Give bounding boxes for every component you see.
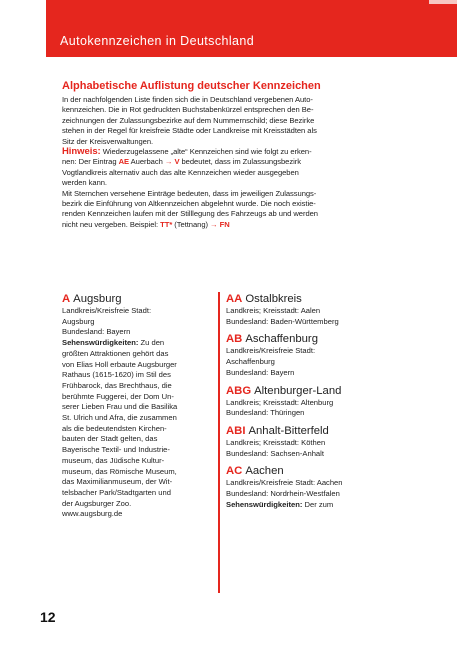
entry-line: Aschaffenburg: [226, 357, 275, 367]
sights-line: von Elias Holl erbaute Augsburger: [62, 359, 177, 369]
sights-line: der Augsburger Zoo.: [62, 498, 132, 508]
asterisk-line: renden Kennzeichen laufen mit der Stilllegung des Fahrzeugs ab und werden: [62, 209, 318, 219]
hint-text: Wiederzugelassene „alte“ Kennzeichen sind wie folgt zu erken-: [100, 147, 312, 157]
hint-text: bedeutet, dass im Zulassungsbezirk: [179, 157, 301, 167]
sights-line: größten Attraktionen gehört das: [62, 348, 169, 358]
sights-line: [226, 500, 408, 511]
entry-line: Landkreis; Kreisstadt: Altenburg: [226, 397, 334, 407]
sights-line: St. Ulrich und Afra, die zusammen: [62, 413, 177, 423]
asterisk-line: Mit Sternchen versehene Einträge bedeuten, dass im jeweiligen Zulassungs-: [62, 188, 317, 198]
entry-line: Bundesland: Bayern: [226, 367, 295, 377]
plate-code: AC: [226, 465, 243, 478]
hint-text: werden kann.: [62, 178, 107, 188]
entry-heading: [62, 292, 208, 306]
sights-line: als die bedeutendsten Kirchen-: [62, 423, 167, 433]
entry-line: Bundesland: Bayern: [62, 327, 131, 337]
column-divider: [218, 292, 220, 593]
hint-text: Auerbach: [129, 157, 165, 167]
sights-line: museum, das Römische Museum,: [62, 466, 177, 476]
asterisk-line: nicht neu vergeben. Beispiel:: [62, 219, 161, 229]
intro-paragraph: [62, 95, 394, 147]
intro-line: zeichnungen der Zulassungsbezirke auf dem Nummernschild; diese Bezirke: [62, 115, 315, 125]
entry-line: Augsburg: [62, 316, 95, 326]
intro-line: kennzeichen. Die in Rot gedruckten Buchstabenkürzel entsprechen den Be-: [62, 105, 314, 115]
hint-label: Hinweis:: [62, 146, 101, 158]
plate-code: AA: [226, 293, 243, 305]
entry-line: Bundesland: Nordrhein-Westfalen: [226, 489, 340, 499]
sights-line: Rathaus (1615-1620) im Stil des: [62, 370, 171, 380]
intro-line: Sitz der Kreisverwaltungen.: [62, 136, 154, 146]
plate-code: AB: [226, 333, 243, 346]
district-name: Aachen: [245, 465, 284, 478]
entry-heading: [226, 464, 408, 478]
sights-line: berühmte Fuggerei, der Dom Un-: [62, 391, 174, 401]
plate-code: ABG: [226, 384, 252, 397]
hint-paragraph: [62, 147, 394, 189]
entry-heading: [226, 332, 408, 346]
entry-heading: [226, 384, 408, 398]
example-code-v: V: [174, 157, 180, 167]
district-name: Augsburg: [73, 293, 122, 305]
entry-line: Landkreis/Kreisfreie Stadt:: [226, 346, 316, 356]
sights-text: Der zum: [302, 499, 334, 509]
district-name: Altenburger-Land: [254, 384, 342, 397]
arrow-icon: →: [164, 157, 173, 167]
sights-line: das Maximilianmuseum, der Wit-: [62, 477, 173, 487]
entry-line: Landkreis; Kreisstadt: Aalen: [226, 306, 321, 315]
sights-line: museum, das Jüdische Kultur-: [62, 455, 165, 465]
sights-label: Sehenswürdigkeiten:: [62, 338, 139, 348]
example-code-fn: FN: [219, 219, 230, 229]
district-name: Ostalbkreis: [245, 293, 302, 305]
sights-label: Sehenswürdigkeiten:: [226, 499, 303, 509]
arrow-icon: →: [210, 219, 218, 229]
intro-line: In der nachfolgenden Liste finden sich die in Deutschland vergebenen Auto-: [62, 95, 313, 104]
entry-ac: [226, 464, 408, 510]
entry-heading: [226, 424, 408, 438]
district-name: Aschaffenburg: [245, 333, 318, 346]
sights-line: bauten der Stadt gelten, das: [62, 434, 158, 444]
plate-code: ABI: [226, 424, 246, 437]
left-column: [62, 292, 208, 525]
entry-line: Bundesland: Sachsen-Anhalt: [226, 448, 324, 458]
sights-text: Zu den: [138, 338, 165, 348]
example-code-ae: AE: [118, 157, 130, 167]
hint-text: nen: Der Eintrag: [62, 157, 119, 167]
asterisk-line: bezirk die Einführung von Altkennzeichen abgelehnt wurde. Die noch existie-: [62, 199, 316, 209]
asterisk-line: (Tettnang): [172, 219, 211, 229]
website-link: www.augsburg.de: [62, 509, 123, 519]
entry-ab: [226, 332, 408, 378]
entry-line: Bundesland: Baden-Württemberg: [226, 316, 339, 326]
entry-heading: [226, 292, 408, 306]
asterisk-paragraph: [62, 189, 394, 231]
entry-line: Landkreis/Kreisfreie Stadt: Aachen: [226, 478, 343, 488]
entry-abi: [226, 424, 408, 459]
entry-line: Landkreis; Kreisstadt: Köthen: [226, 437, 326, 447]
chapter-header: [46, 0, 457, 57]
page-number: 12: [40, 609, 56, 625]
intro-heading: Alphabetische Auflistung deutscher Kennzeichen: [62, 80, 321, 92]
sights-line: Bayerische Textil- und Industrie-: [62, 445, 170, 455]
district-name: Anhalt-Bitterfeld: [248, 424, 329, 437]
right-column: [226, 292, 408, 515]
sights-line: serer Lieben Frau und die Basilika: [62, 402, 178, 412]
sights-line: telsbacher Park/Stadtgarten und: [62, 487, 171, 497]
hint-text: Vogtlandkreis alternativ auch das alte Kennzeichen wieder ausgegeben: [62, 167, 299, 177]
entry-abg: [226, 384, 408, 419]
entry-a: [62, 292, 208, 520]
entry-aa: [226, 292, 408, 327]
header-tab-marker: [429, 0, 457, 4]
entry-line: Landkreis/Kreisfreie Stadt:: [62, 306, 152, 315]
sights-line: Frühbarock, das Brechthaus, die: [62, 380, 172, 390]
entry-line: Bundesland: Thüringen: [226, 408, 305, 418]
chapter-title: Autokennzeichen in Deutschland: [60, 34, 255, 48]
sights-line: [62, 338, 208, 349]
intro-line: stehen in der Regel für kreisfreie Städte oder Landkreise mit Kreisstädten als: [62, 126, 317, 136]
intro-section: [62, 80, 394, 230]
plate-code: A: [62, 293, 71, 305]
example-code-tt: TT*: [160, 219, 173, 229]
